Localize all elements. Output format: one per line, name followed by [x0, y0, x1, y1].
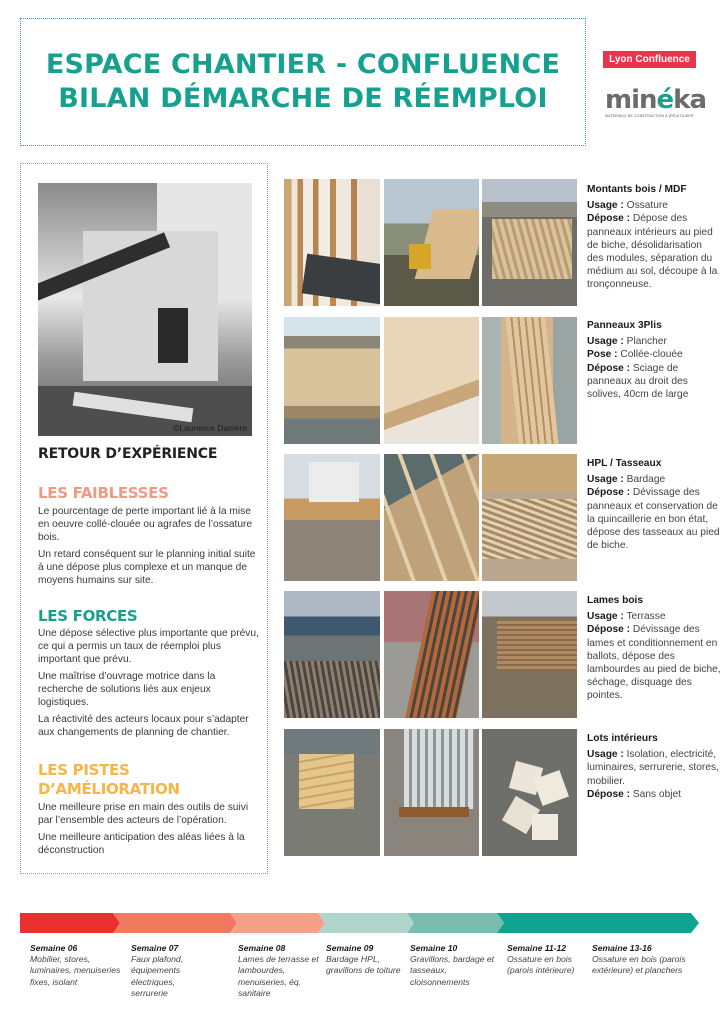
- timeline-week: [131, 943, 211, 999]
- material-label: Usage :: [587, 611, 624, 623]
- material-title: Lames bois: [587, 595, 644, 606]
- timeline-arrow: [20, 913, 700, 933]
- material-value: Bardage: [623, 474, 666, 486]
- mineka-word-end: ka: [673, 85, 706, 115]
- photo-lots-interieurs-3: [482, 729, 577, 856]
- page-title-line-2: BILAN DÉMARCHE DE RÉEMPLOI: [58, 83, 548, 114]
- week-label: Semaine 06: [30, 943, 78, 953]
- timeline-segment-4: [318, 913, 414, 933]
- timeline-week: [30, 943, 125, 988]
- photo-panneaux-3plis-1: [284, 317, 380, 444]
- mineka-wordmark: [605, 85, 706, 115]
- photo-hpl-tasseaux-3: [482, 454, 577, 581]
- ameliorations-heading-line-1: LES PISTES: [38, 761, 130, 779]
- material-lots-interieurs: [587, 732, 721, 801]
- timeline-week: [410, 943, 502, 988]
- faiblesses-heading: LES FAIBLESSES: [38, 484, 169, 502]
- material-label: Dépose :: [587, 213, 631, 225]
- week-description: Mobilier, stores, luminaires, menuiseries fixes, isolant: [30, 954, 121, 987]
- material-label: Usage :: [587, 200, 624, 212]
- week-description: Ossature en bois (parois intérieure): [507, 954, 575, 976]
- timeline-segment-6: [497, 913, 699, 933]
- photo-hpl-tasseaux-1: [284, 454, 380, 581]
- photo-montants-bois-3: [482, 179, 577, 306]
- photo-montants-bois-2: [384, 179, 479, 306]
- photo-lames-bois-1: [284, 591, 380, 718]
- ameliorations-paragraph: Une meilleure anticipation des aléas liées à la déconstruction: [38, 832, 245, 856]
- timeline-segment-3: [230, 913, 325, 933]
- week-label: Semaine 13-16: [592, 943, 652, 953]
- timeline-week: [592, 943, 692, 977]
- ameliorations-body: [38, 801, 262, 861]
- material-label: Dépose :: [587, 624, 631, 636]
- photo-hpl-tasseaux-2: [384, 454, 479, 581]
- week-label: Semaine 11-12: [507, 943, 567, 953]
- material-lames-bois: [587, 594, 721, 703]
- material-value: Isolation, electricité, luminaires, serrurerie, stores, mobilier.: [587, 749, 719, 787]
- forces-body: [38, 627, 262, 743]
- material-value: Dévissage des lames et conditionnement en ballots, dépose des lambourdes au pied de biche, séchage, disquage des pointes.: [587, 624, 721, 702]
- title-box: [20, 18, 586, 146]
- timeline-week: [238, 943, 320, 999]
- material-panneaux-3plis: [587, 319, 721, 401]
- week-description: Gravillons, bardage et tasseaux, cloisonnements: [410, 954, 495, 987]
- material-label: Usage :: [587, 336, 624, 348]
- timeline-segment-2: [113, 913, 237, 933]
- page-title-line-1: ESPACE CHANTIER - CONFLUENCE: [45, 49, 561, 80]
- week-description: Faux plafond, équipements électriques, serrurerie: [131, 954, 184, 998]
- material-label: Dépose :: [587, 487, 631, 499]
- hero-construction-photo: [38, 183, 252, 436]
- photo-lames-bois-3: [482, 591, 577, 718]
- timeline-week: [507, 943, 589, 977]
- lyon-confluence-logo: [603, 51, 696, 68]
- timeline-segment-5: [407, 913, 504, 933]
- ameliorations-paragraph: Une meilleure prise en main des outils de suivi par l’ensemble des acteurs de l’opération.: [38, 802, 249, 826]
- material-montants-bois: [587, 183, 721, 292]
- material-title: Lots intérieurs: [587, 733, 658, 744]
- retour-experience-panel: [20, 163, 268, 874]
- photo-lots-interieurs-2: [384, 729, 479, 856]
- photo-lots-interieurs-1: [284, 729, 380, 856]
- material-value: Dépose des panneaux intérieurs au pied de biche, désolidarisation des modules, séparation du médium au sol, découpe à la tronçonneuse.: [587, 213, 718, 291]
- timeline-week: [326, 943, 404, 977]
- material-value: Sans objet: [630, 788, 682, 800]
- week-label: Semaine 09: [326, 943, 374, 953]
- week-label: Semaine 08: [238, 943, 286, 953]
- mineka-tagline: MATÉRIAUX DE CONSTRUCTION À (RÉ)UTILISER: [605, 114, 694, 118]
- material-value: Ossature: [623, 200, 668, 212]
- material-hpl-tasseaux: [587, 457, 721, 552]
- faiblesses-body: [38, 505, 262, 591]
- week-label: Semaine 07: [131, 943, 179, 953]
- forces-paragraph: Une maîtrise d’ouvrage motrice dans la recherche de solutions liés aux enjeux logistiques.: [38, 671, 216, 708]
- forces-paragraph: La réactivité des acteurs locaux pour s’adapter aux changements de planning de chantier.: [38, 714, 249, 738]
- material-value: Collée-clouée: [617, 349, 683, 361]
- retour-experience-title: RETOUR D’EXPÉRIENCE: [38, 446, 218, 462]
- week-description: Ossature en bois (parois extérieure) et planchers: [592, 954, 686, 976]
- material-title: Panneaux 3Plis: [587, 320, 662, 331]
- week-description: Bardage HPL, gravillons de toiture: [326, 954, 401, 976]
- material-label: Dépose :: [587, 362, 631, 374]
- ameliorations-heading-line-2: D’AMÉLIORATION: [38, 780, 180, 798]
- mineka-word-start: min: [605, 85, 657, 115]
- photo-panneaux-3plis-3: [482, 317, 577, 444]
- ameliorations-heading: [38, 761, 180, 799]
- photo-montants-bois-1: [284, 179, 380, 306]
- material-value: Plancher: [623, 336, 667, 348]
- material-label: Usage :: [587, 749, 624, 761]
- material-value: Dévissage des panneaux et conservation de la quincaillerie en bon état, dépose des tasseaux au pied de biche.: [587, 487, 720, 552]
- material-label: Dépose :: [587, 788, 631, 800]
- photo-credit: ©Laurence Danière: [173, 423, 247, 433]
- timeline-segment-1: [20, 913, 120, 933]
- week-description: Lames de terrasse et lambourdes, menuiseries, éq. sanitaire: [238, 954, 319, 998]
- material-value: Sciage de panneaux au droit des solives, 40cm de large: [587, 362, 689, 401]
- material-title: HPL / Tasseaux: [587, 458, 662, 469]
- lyon-confluence-logo-text: Lyon Confluence: [609, 54, 690, 65]
- material-title: Montants bois / MDF: [587, 184, 687, 195]
- mineka-logo: [605, 85, 706, 126]
- material-value: Terrasse: [623, 611, 666, 623]
- mineka-word-accent: é: [656, 85, 674, 115]
- week-label: Semaine 10: [410, 943, 458, 953]
- forces-heading: LES FORCES: [38, 607, 138, 625]
- material-label: Pose :: [587, 349, 618, 361]
- forces-paragraph: Une dépose sélective plus importante que prévu, ce qui a permis un taux de réemploi plus important que prévu.: [38, 628, 259, 665]
- faiblesses-paragraph: Le pourcentage de perte important lié à la mise en oeuvre collé-clouée ou agrafes de l’ossature bois.: [38, 506, 253, 543]
- material-label: Usage :: [587, 474, 624, 486]
- photo-panneaux-3plis-2: [384, 317, 479, 444]
- faiblesses-paragraph: Un retard conséquent sur le planning initial suite à une dépose plus complexe et un manque de moyens humains sur site.: [38, 549, 256, 586]
- photo-lames-bois-2: [384, 591, 479, 718]
